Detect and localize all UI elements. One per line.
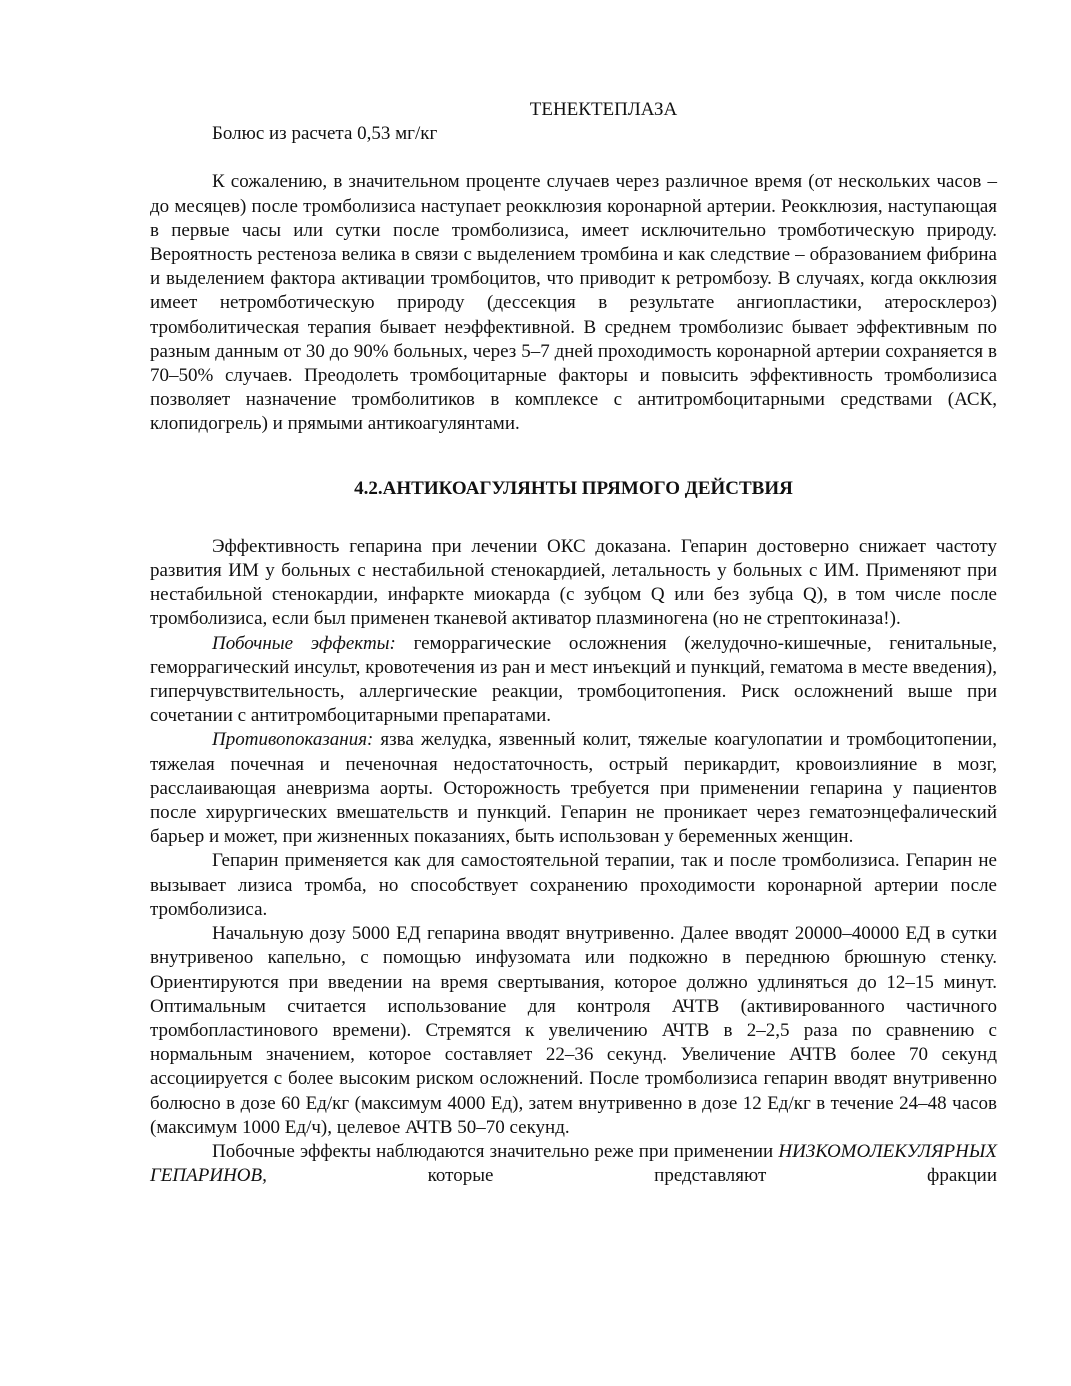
- lmwh-italic-term: НИЗКОМОЛЕКУЛЯРНЫХ ГЕПАРИНОВ,: [150, 1140, 997, 1187]
- contraindications-label: Противопоказания:: [212, 729, 374, 751]
- paragraph-heparin-efficacy: Эффективность гепарина при лечении ОКС доказана. Гепарин достоверно снижает частоту развития ИМ у больных с нестабильной стенокардией, летальность у больных с ИМ. Применяют при нестабильной стенокардии, инфаркте миокарда (с зубцом Q или без зубца Q), в том числе после тромболизиса, если был применен тканевой активатор плазминогена (но не стрептокиназа!).: [150, 535, 997, 630]
- paragraph-heparin-use: Гепарин применяется как для самостоятельной терапии, так и после тромболизиса. Гепарин не вызывает лизиса тромба, но способствует сохранению проходимости коронарной артерии после тромболизиса.: [150, 850, 997, 920]
- paragraph-reocclusion: К сожалению, в значительном проценте случаев через различное время (от нескольких часов – до месяцев) после тромболизиса наступает реокклюзия коронарной артерии. Реокклюзия, наступающая в первые часы или сутки после тромболизиса, имеет исключительно тромботическую природу. Вероятность рестеноза велика в связи с выделением тромбина и как следствие – образованием фибрина и выделением фактора активации тромбоцитов, что приводит к ретромбозу. В случаях, когда окклюзия имеет нетромботическую природу (дессекция в результате ангиопластики, атеросклероз) тромболитическая терапия бывает неэффективной. В среднем тромболизис бывает эффективным по разным данным от 30 до 90% больных, через 5–7 дней проходимость коронарной артерии сохраняется в 70–50% случаев. Преодолеть тромбоцитарные факторы и повысить эффективность тромболизиса позволяет назначение тромболитиков в комплексе с антитромбоцитарными средствами (АСК, клопидогрель) и прямыми антикоагулянтами.: [150, 171, 997, 435]
- paragraph-side-effects: [150, 632, 997, 729]
- drug-title: ТЕНЕКТЕПЛАЗА: [529, 99, 678, 120]
- contraindications-text: язва желудка, язвенный колит, тяжелые коагулопатии и тромбоцитопении, тяжелая почечная и печеночная недостаточность, острый перикардит, кровоизлияние в мозг, расслаивающая аневризма аорты. Осторожность требуется при применении гепарина у пациентов после хирургических вмешательств и пункций. Гепарин не проникает через гематоэнцефалический барьер и может, при жизненных показаниях, быть использован у беременных женщин.: [150, 729, 997, 848]
- document-page: [150, 98, 997, 1188]
- paragraph-contraindications: [150, 728, 997, 849]
- section-heading: 4.2.АНТИКОАГУЛЯНТЫ ПРЯМОГО ДЕЙСТВИЯ: [354, 477, 793, 499]
- lmwh-tail: которые представляют фракции: [266, 1165, 997, 1187]
- paragraph-lmwh: [150, 1140, 997, 1188]
- side-effects-label: Побочные эффекты:: [212, 632, 396, 654]
- paragraph-dosing: Начальную дозу 5000 ЕД гепарина вводят внутривенно. Далее вводят 20000–40000 ЕД в сутки внутривеноо капельно, с помощью инфузомата или подкожно в переднюю брюшную стенку. Ориентируются при введении на время свертывания, которое должно удлиняться до 12–15 минут. Оптимальным считается использование для контроля АЧТВ (активированного частичного тромбопластинового времени). Стремятся к увеличению АЧТВ в 2–2,5 раза по сравнению с нормальным значением, которое составляет 22–36 секунд. Увеличение АЧТВ более 70 секунд ассоциируется с более высоким риском осложнений. После тромболизиса гепарин вводят внутривенно болюсно в дозе 60 Ед/кг (максимум 4000 Ед), затем внутривенно в дозе 12 Ед/кг в течение 24–48 часов (максимум 1000 Ед/ч), целевое АЧТВ 50–70 секунд.: [150, 923, 997, 1138]
- lmwh-text: Побочные эффекты наблюдаются значительно реже при применении: [212, 1140, 779, 1162]
- bolus-dose-line: Болюс из расчета 0,53 мг/кг: [212, 123, 438, 145]
- side-effects-text: геморрагические осложнения (желудочно-кишечные, генитальные, геморрагический инсульт, кровотечения из ран и мест инъекций и пункций, гематома в месте введения), гиперчувствительность, аллергические реакции, тромбоцитопения. Риск осложнений выше при сочетании с антитромбоцитарными препаратами.: [150, 632, 998, 727]
